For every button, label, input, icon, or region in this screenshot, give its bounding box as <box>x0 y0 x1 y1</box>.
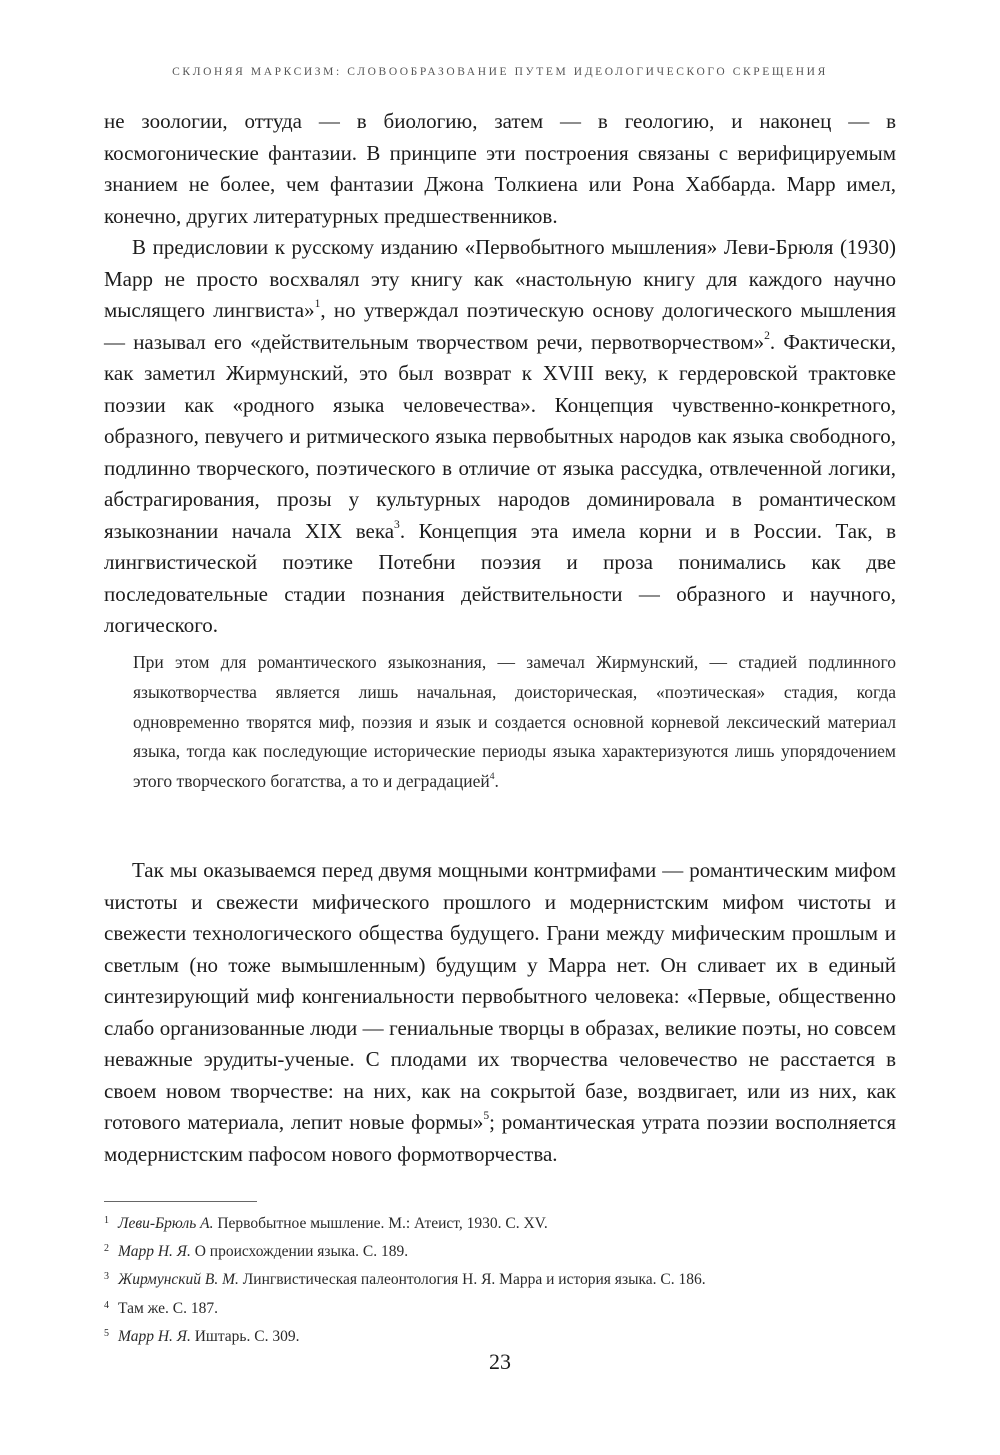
quote-end: . <box>494 771 499 792</box>
paragraph-1-text: не зоологии, оттуда — в биологию, затем — в геологию, и наконец — в космогонические фантазии. В принципе эти построения связаны с верифицируемым знанием не более, чем фантазии Джона Толкиена или Рона Хаббарда. Марр имел, конечно, других литературных предшественников. <box>104 109 896 228</box>
footnote <box>104 1211 896 1239</box>
footnote <box>104 1324 896 1352</box>
footnote-text: Иштарь. С. 309. <box>190 1327 300 1345</box>
block-quote-text <box>133 648 896 797</box>
paragraph-2-text <box>104 232 896 642</box>
paragraph-2-part-b: , но утверждал поэтическую основу дологического мышления — называл его «действительным творчеством речи, первотворчеством» <box>104 298 896 354</box>
paragraph-3-part-b: ; романтическая утрата поэзии восполняется модернистским пафосом нового формотворчества. <box>104 1110 896 1166</box>
paragraph-3 <box>104 855 896 1170</box>
footnote-author: Леви-Брюль А. <box>118 1215 214 1232</box>
footnote-author: Жирмунский В. М. <box>118 1271 239 1289</box>
paragraph-2-part-c: . Фактически, как заметил Жирмунский, это был возврат к XVIII веку, к гердеровской трактовке поэзии как «родного языка человечества». Концепция чувственно-конкретного, образного, певучего и ритмического языка первобытных народов как языка свободного, подлинно творческого, поэтического в отличие от языка рассудка, отвлеченной логики, абстрагирования, прозы у культурных народов доминировала в романтическом языкознании начала XIX века <box>104 329 897 543</box>
footnote-number: 4 <box>104 1299 109 1311</box>
footnote-number: 2 <box>104 1243 109 1255</box>
footnote-author: Марр Н. Я. <box>118 1327 191 1345</box>
footnote <box>104 1239 896 1267</box>
footnote-number: 1 <box>104 1215 109 1226</box>
footnote-text: Лингвистическая палеонтология Н. Я. Марра и история языка. С. 186. <box>238 1271 706 1289</box>
footnote-number: 3 <box>104 1271 109 1283</box>
paragraph-3-part-a: Так мы оказываемся перед двумя мощными контрмифами — романтическим мифом чистоты и свежести мифического прошлого и модернистским мифом чистоты и свежести технологического общества будущего. Грани между мифическим прошлым и светлым (но тоже вымышленным) будущим у Марра нет. Он сливает их в единый синтезирующий миф конгениальности первобытного человека: «Первые, общественно слабо организованные люди — гениальные творцы в образах, великие поэты, но совсем неважные эрудиты-ученые. С плодами их творчества человечество не расстается в своем новом творчестве: на них, как на сокрытой базе, воздвигает, или из них, как готового материала, лепит новые формы» <box>104 858 896 1134</box>
block-quote <box>133 648 896 797</box>
paragraph-2 <box>104 232 896 642</box>
footnote-text: О происхождении языка. С. 189. <box>190 1243 409 1261</box>
paragraph-2-part-d: . Концепция эта имела корни и в России. Так, в лингвистической поэтике Потебни поэзия и проза понимались как две последовательные стадии познания действительности — образного и научного, логического. <box>104 518 897 637</box>
footnote-text: Там же. С. 187. <box>118 1299 218 1317</box>
footnote-ref-4: 4 <box>489 770 495 782</box>
footnote-author: Марр Н. Я. <box>118 1243 191 1261</box>
paragraph-1 <box>104 106 896 232</box>
paragraph-2-part-a: В предисловии к русскому изданию «Первобытного мышления» Леви-Брюля (1930) Марр не просто восхвалял эту книгу как «настольную книгу для каждого научно мыслящего лингвиста» <box>104 235 896 322</box>
footnote-divider <box>104 1201 257 1202</box>
footnote-ref-5: 5 <box>483 1110 490 1123</box>
paragraph-3-text <box>104 855 896 1170</box>
footnote-ref-3: 3 <box>394 518 400 531</box>
footnote-ref-1: 1 <box>314 298 321 311</box>
footnotes <box>104 1211 896 1352</box>
running-title: СКЛОНЯЯ МАРКСИЗМ: СЛОВООБРАЗОВАНИЕ ПУТЕМ ИДЕОЛОГИЧЕСКОГО СКРЕЩЕНИЯ <box>172 66 828 78</box>
footnote <box>104 1296 896 1324</box>
quote-body: При этом для романтического языкознания, — замечал Жирмунский, — стадией подлинного языкотворчества является лишь начальная, доисторическая, «поэтическая» стадия, когда одновременно творятся миф, поэзия и язык и создается основной корневой лексический материал языка, тогда как последующие исторические периоды языка характеризуются лишь упорядочением этого творческого богатства, а то и деградацией <box>133 652 896 792</box>
footnote-number: 5 <box>104 1327 109 1339</box>
footnote-ref-2: 2 <box>764 329 770 342</box>
page-number: 23 <box>489 1349 511 1374</box>
footnote <box>104 1267 896 1295</box>
footnote-text: Первобытное мышление. М.: Атеист, 1930. С. XV. <box>213 1215 548 1232</box>
